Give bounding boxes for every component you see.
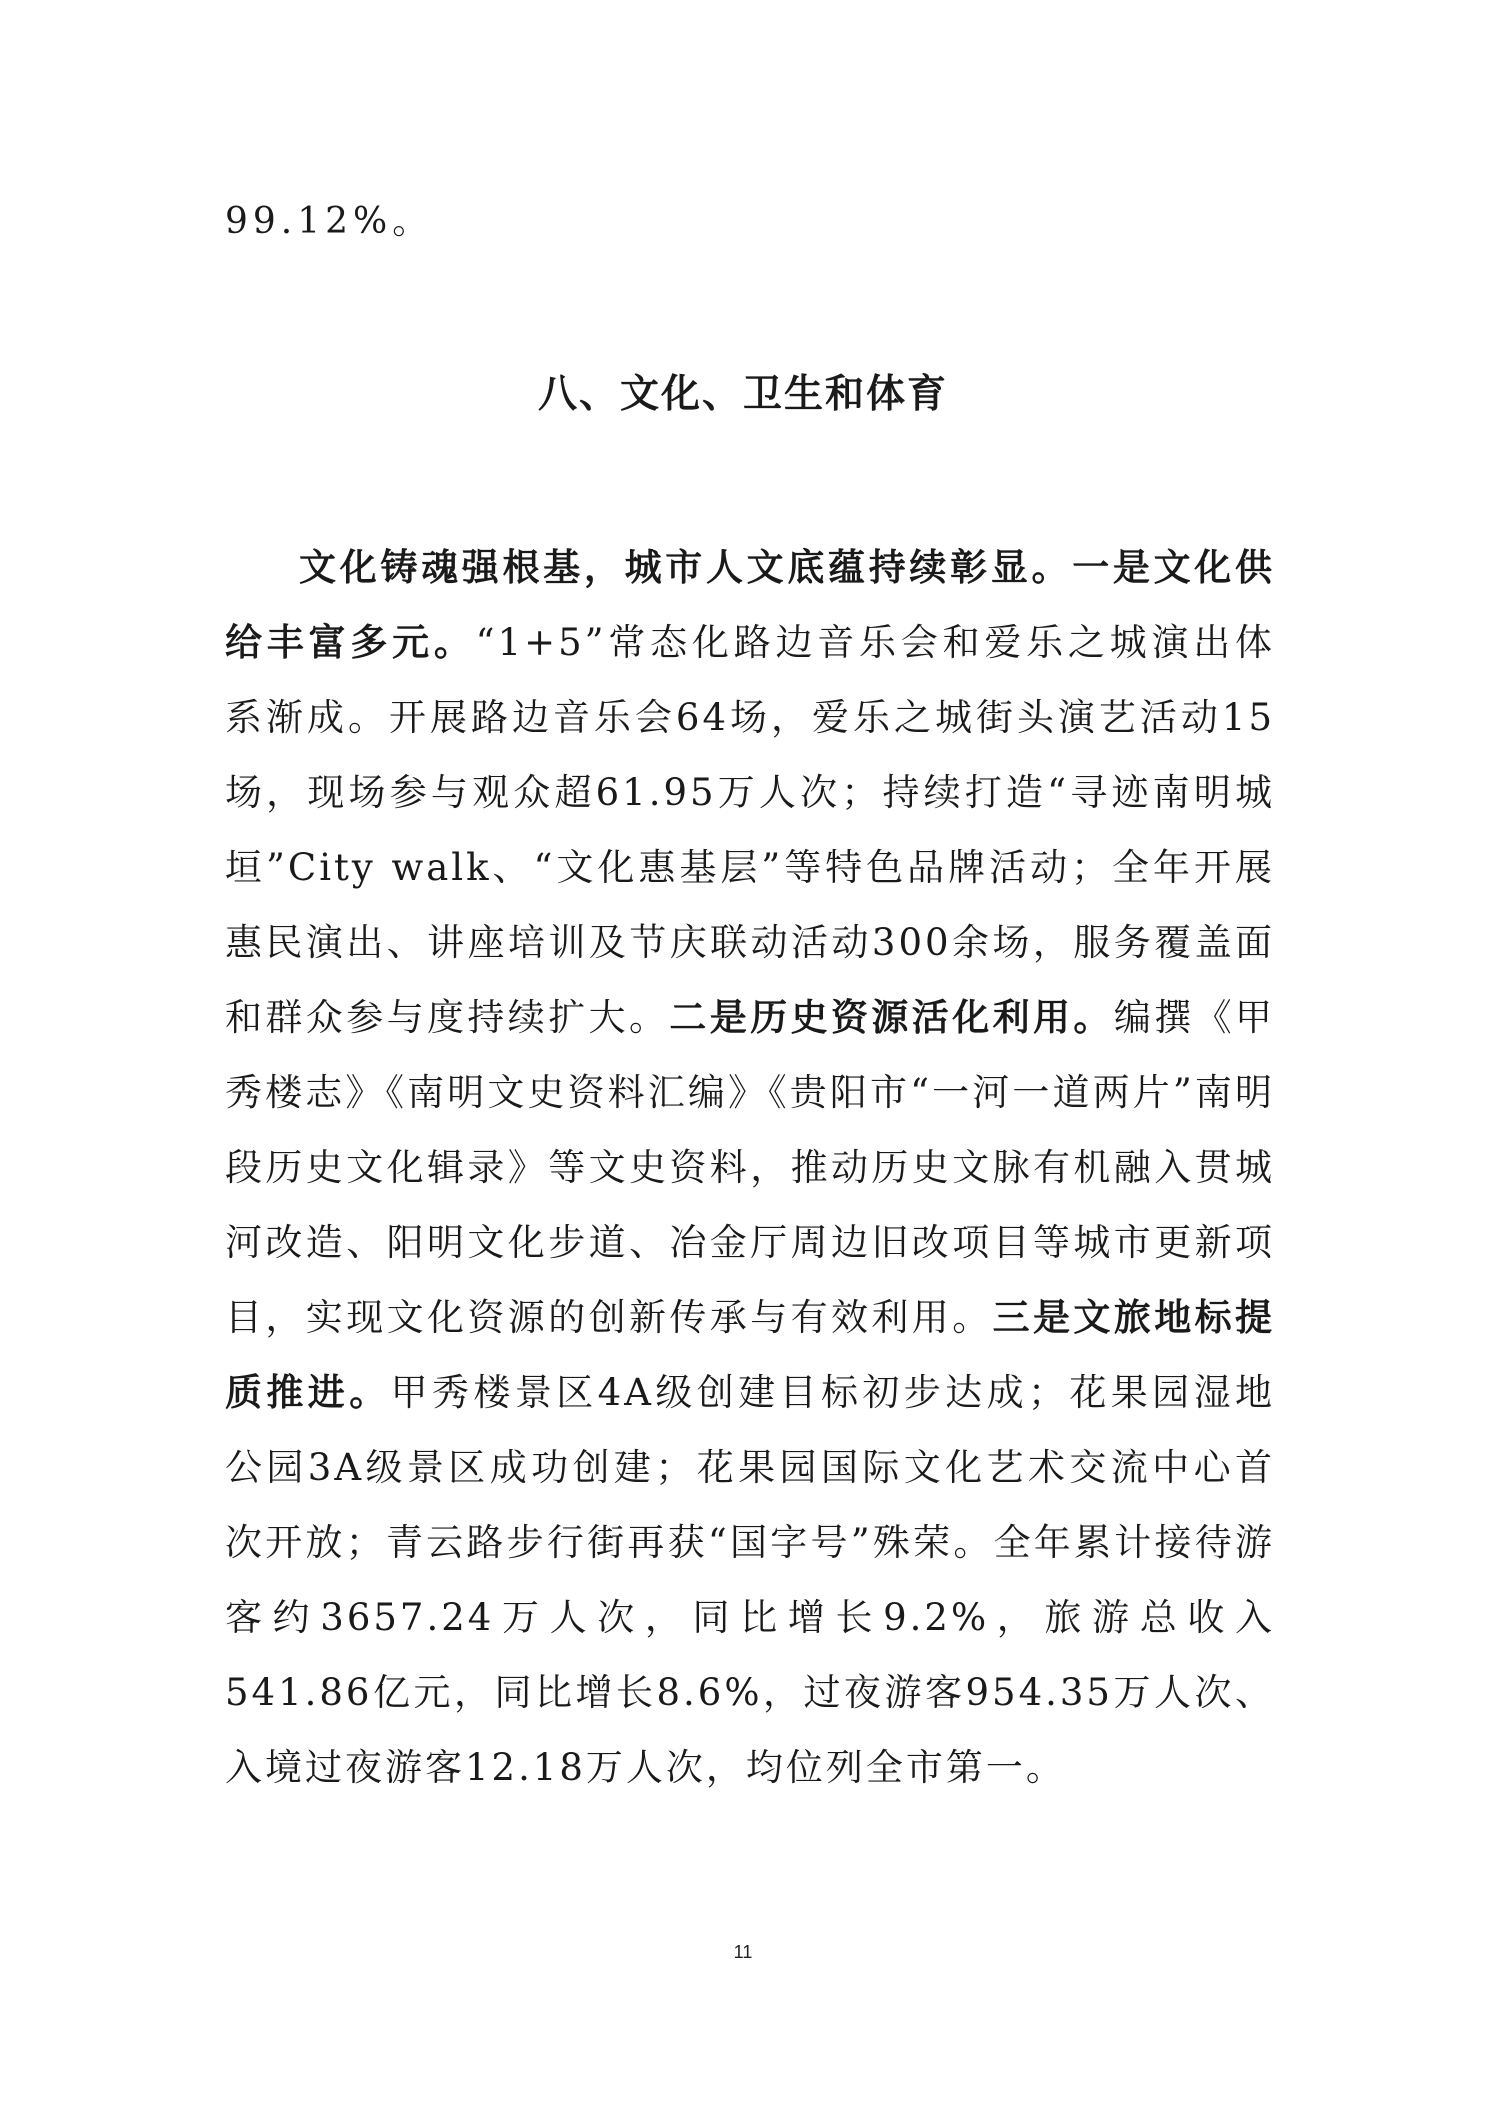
bold-lead-sentence: 文化铸魂强根基，城市人文底蕴持续彰显。一是文化供给丰富多元。 bbox=[225, 545, 1275, 664]
carry-over-text: 99.12%。 bbox=[225, 201, 434, 242]
bold-subheading: 二是历史资源活化利用。 bbox=[669, 995, 1114, 1039]
section-heading: 八、文化、卫生和体育 bbox=[537, 372, 948, 417]
paragraph-text: 甲秀楼景区4A级创建目标初步达成；花果园湿地公园3A级景区成功创建；花果园国际文化艺术交流中心首次开放；青云路步行街再获“国字号”殊荣。全年累计接待游客约3657.24万人次，同比增长9.2%，旅游总收入541.86亿元，同比增长8.6%，过夜游客954.35万人次、入境过夜游客12.18万人次，均位列全市第一。 bbox=[225, 1371, 1275, 1789]
bold-subheading: 三是文旅地标提质推进。 bbox=[225, 1295, 1276, 1414]
paragraph-text: “1+5”常态化路边音乐会和爱乐之城演出体系渐成。开展路边音乐会64场，爱乐之城街头演艺活动15场，现场参与观众超61.95万人次；持续打造“寻迹南明城垣”City walk、“文化惠基层”等特色品牌活动；全年开展惠民演出、讲座培训及节庆联动活动300余场，服务覆盖面和群众参与度持续扩大。 bbox=[225, 621, 1276, 1039]
paragraph-text: 编撰《甲秀楼志》《南明文史资料汇编》《贵阳市“一河一道两片”南明段历史文化辑录》等文史资料，推动历史文脉有机融入贯城河改造、阳明文化步道、冶金厅周边旧改项目等城市更新项目，实现文化资源的创新传承与有效利用。 bbox=[225, 996, 1276, 1339]
page-number: 11 bbox=[733, 1942, 753, 1962]
body-paragraph bbox=[225, 530, 1275, 1805]
